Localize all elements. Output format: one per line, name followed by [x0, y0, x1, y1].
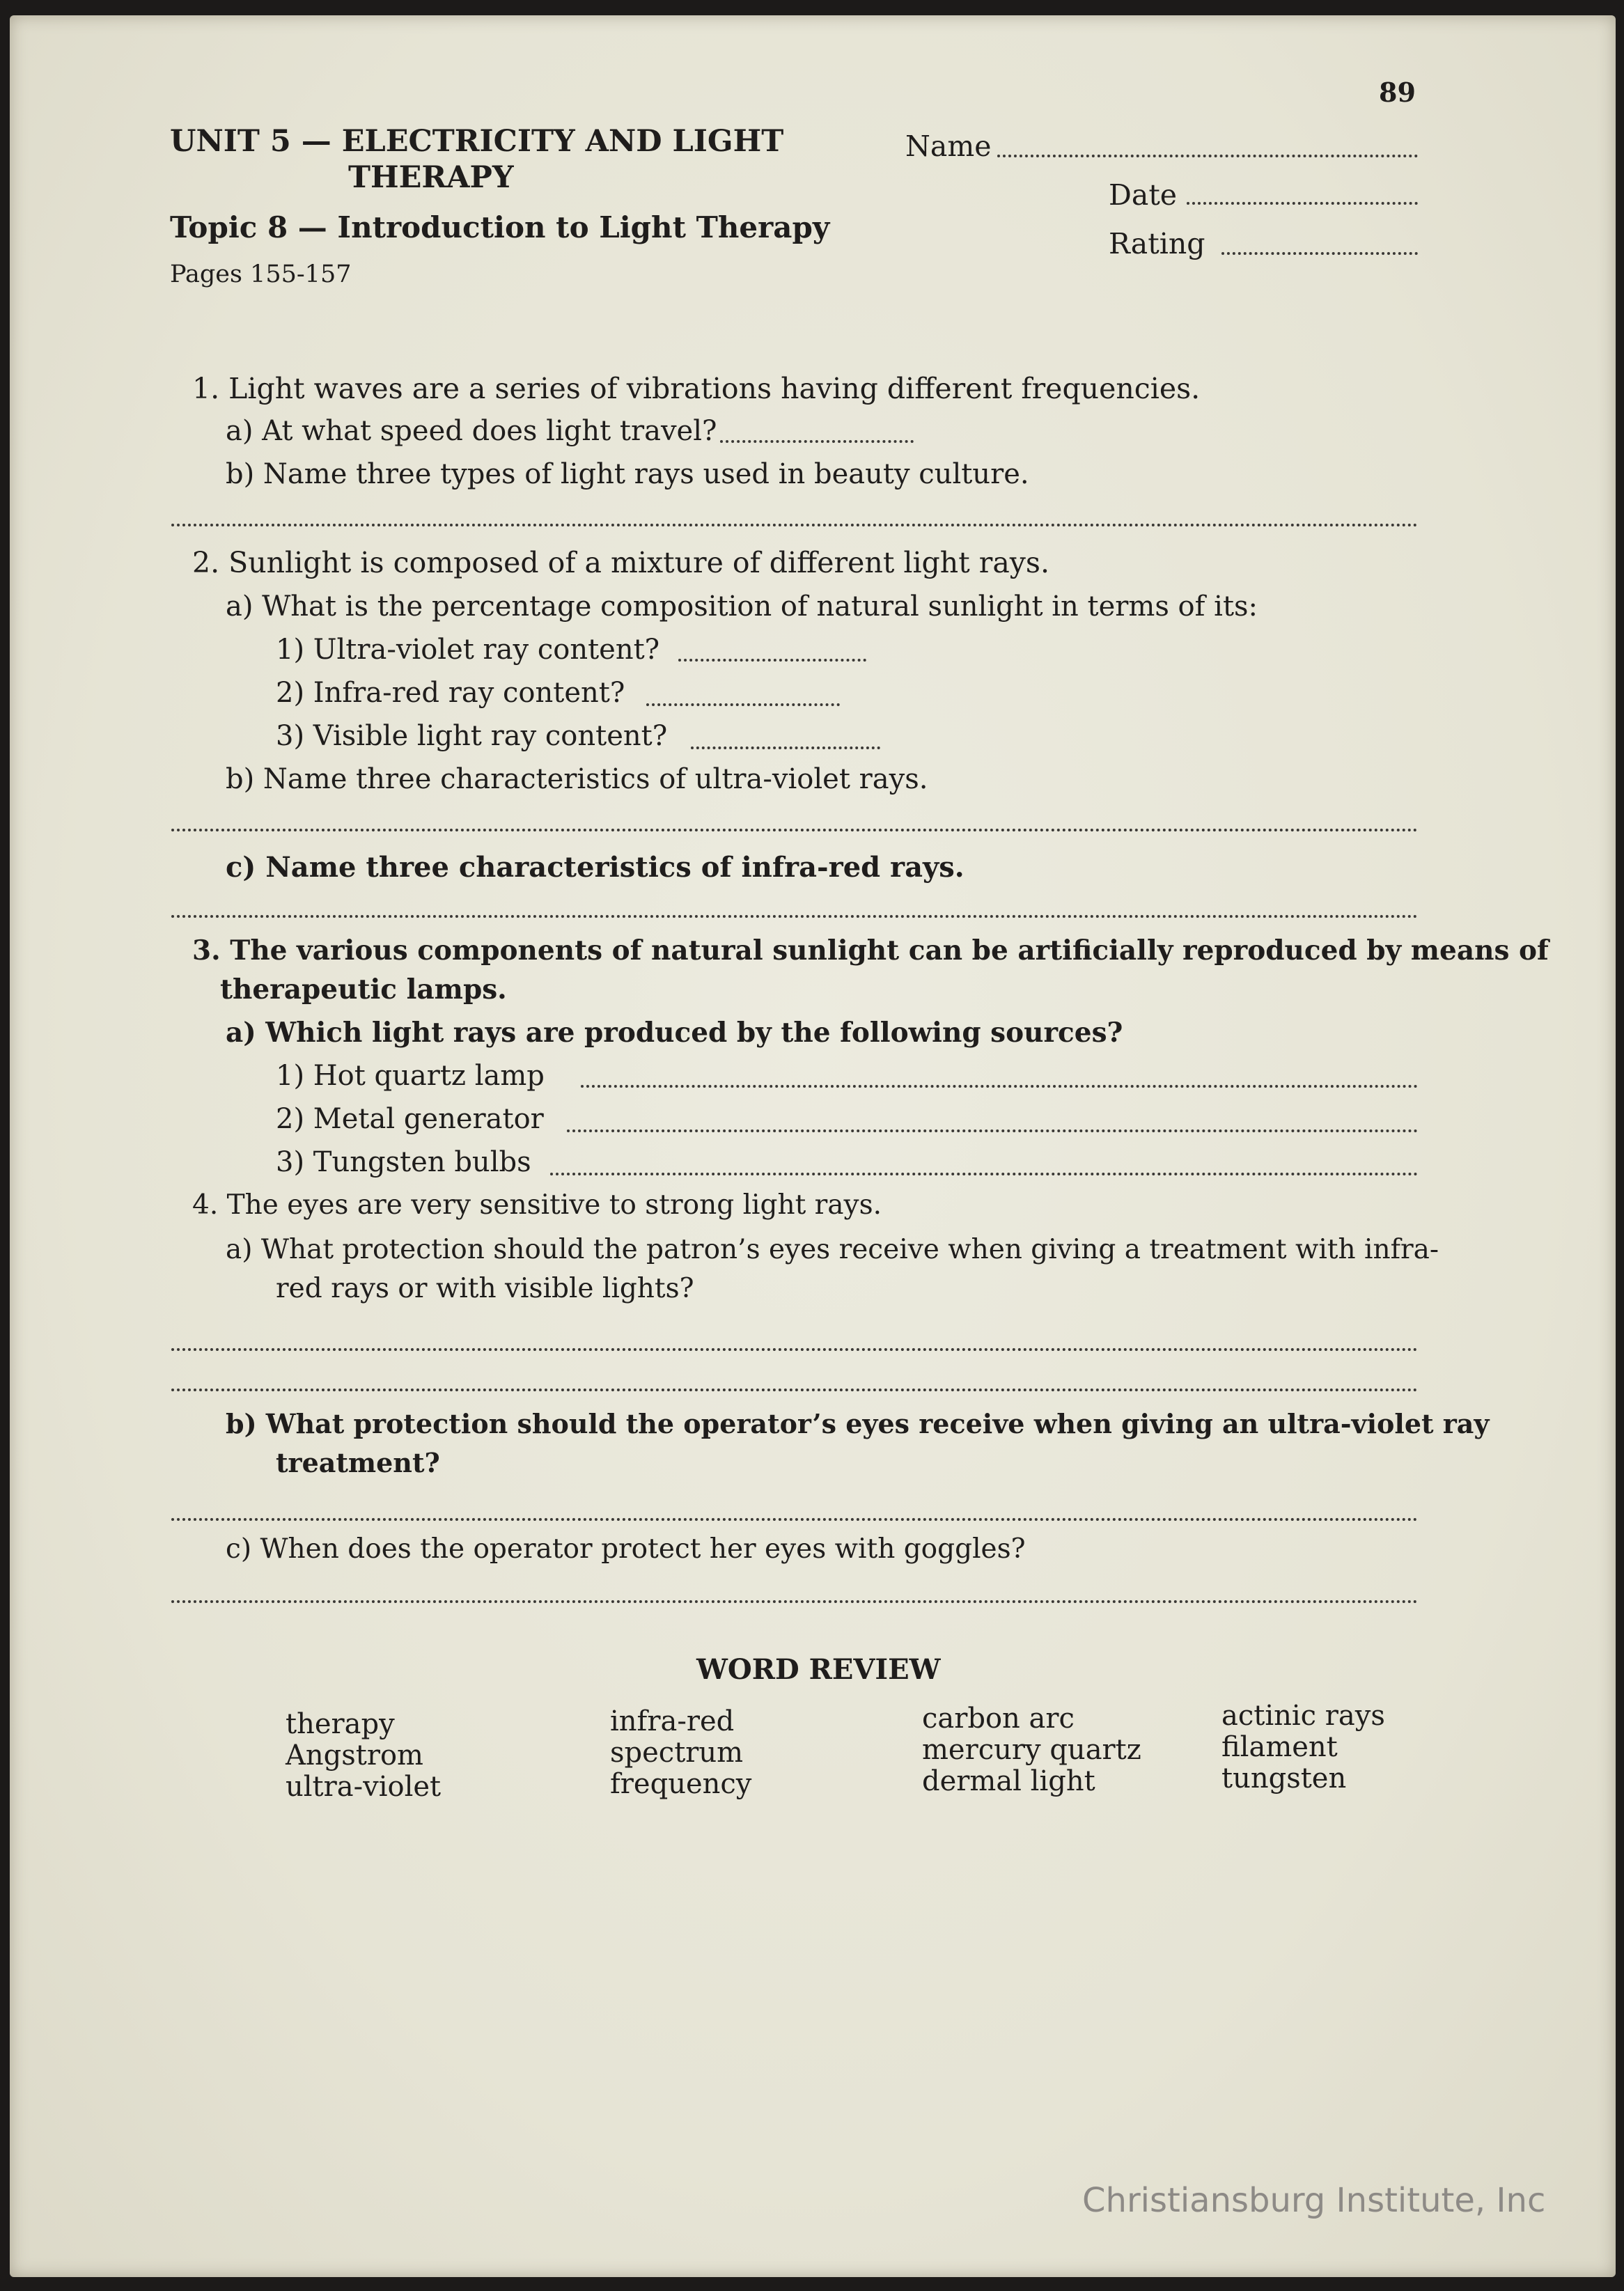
answer-2a2[interactable]	[646, 703, 840, 706]
word-review-column-4	[1221, 1700, 1385, 1795]
word-review-term: filament	[1221, 1731, 1338, 1763]
word-review-term: frequency	[610, 1768, 752, 1800]
rating-label: Rating	[1109, 227, 1205, 260]
question-2: 2. Sunlight is composed of a mixture of different light rays.	[192, 546, 1050, 579]
name-field[interactable]	[997, 155, 1418, 157]
word-review-term: infra-red	[610, 1705, 735, 1737]
question-2a1: 1) Ultra-violet ray content?	[276, 634, 660, 666]
answer-2c[interactable]	[171, 915, 1418, 918]
answer-1b[interactable]	[171, 524, 1418, 526]
question-2b: b) Name three characteristics of ultra-violet rays.	[226, 763, 928, 795]
word-review-term: tungsten	[1221, 1762, 1347, 1795]
answer-4a-line1[interactable]	[171, 1348, 1418, 1351]
pages-reference: Pages 155-157	[170, 260, 352, 288]
answer-2b[interactable]	[171, 829, 1418, 831]
question-3-line2: therapeutic lamps.	[220, 974, 507, 1006]
word-review-term: therapy	[286, 1708, 395, 1740]
watermark: Christiansburg Institute, Inc	[1082, 2181, 1546, 2220]
question-4a-line2: red rays or with visible lights?	[276, 1273, 694, 1304]
date-label: Date	[1109, 178, 1178, 212]
word-review-column-3	[922, 1703, 1141, 1797]
question-1: 1. Light waves are a series of vibrations having different frequencies.	[192, 372, 1201, 405]
question-1a: a) At what speed does light travel?	[226, 415, 717, 447]
question-4: 4. The eyes are very sensitive to strong light rays.	[192, 1189, 882, 1221]
unit-title-line1: UNIT 5 — ELECTRICITY AND LIGHT	[170, 124, 784, 159]
worksheet-page	[10, 15, 1616, 2277]
answer-2a1[interactable]	[678, 659, 866, 662]
topic-title: Topic 8 — Introduction to Light Therapy	[170, 210, 830, 244]
word-review-term: dermal light	[922, 1765, 1095, 1797]
word-review-term: mercury quartz	[922, 1734, 1141, 1766]
word-review-term: Angstrom	[286, 1739, 423, 1772]
question-3a3: 3) Tungsten bulbs	[276, 1146, 531, 1178]
question-4c: c) When does the operator protect her eyes with goggles?	[226, 1533, 1026, 1565]
question-4b-line2: treatment?	[276, 1447, 440, 1478]
word-review-column-2	[610, 1706, 751, 1800]
page-number: 89	[1379, 77, 1416, 108]
answer-1a[interactable]	[720, 440, 914, 443]
answer-3a1[interactable]	[581, 1085, 1418, 1088]
question-4a-line1: a) What protection should the patron’s eyes receive when giving a treatment with infra-	[226, 1234, 1439, 1265]
word-review-term: actinic rays	[1221, 1700, 1385, 1732]
word-review-term: carbon arc	[922, 1703, 1075, 1735]
question-2c: c) Name three characteristics of infra-red rays.	[226, 851, 965, 884]
question-2a3: 3) Visible light ray content?	[276, 720, 668, 752]
question-2a2: 2) Infra-red ray content?	[276, 677, 625, 709]
answer-4c[interactable]	[171, 1600, 1418, 1603]
rating-field[interactable]	[1221, 252, 1418, 255]
question-3a1: 1) Hot quartz lamp	[276, 1060, 545, 1092]
question-2a: a) What is the percentage composition of natural sunlight in terms of its:	[226, 591, 1258, 623]
word-review-title: WORD REVIEW	[696, 1653, 941, 1686]
answer-2a3[interactable]	[691, 746, 880, 749]
unit-title-line2: THERAPY	[348, 160, 514, 195]
answer-3a3[interactable]	[550, 1173, 1418, 1175]
question-3a: a) Which light rays are produced by the following sources?	[226, 1017, 1123, 1049]
question-1b: b) Name three types of light rays used in beauty culture.	[226, 458, 1029, 490]
question-4b-line1: b) What protection should the operator’s eyes receive when giving an ultra-violet ray	[226, 1408, 1490, 1439]
answer-4a-line2[interactable]	[171, 1389, 1418, 1391]
word-review-term: ultra-violet	[286, 1771, 442, 1803]
word-review-term: spectrum	[610, 1737, 744, 1769]
question-3a2: 2) Metal generator	[276, 1103, 544, 1135]
answer-4b[interactable]	[171, 1518, 1418, 1521]
question-3-line1: 3. The various components of natural sunlight can be artificially reproduced by means of	[192, 935, 1549, 967]
word-review-column-1	[286, 1709, 441, 1803]
name-label: Name	[905, 130, 992, 163]
date-field[interactable]	[1187, 202, 1418, 205]
answer-3a2[interactable]	[567, 1129, 1418, 1132]
